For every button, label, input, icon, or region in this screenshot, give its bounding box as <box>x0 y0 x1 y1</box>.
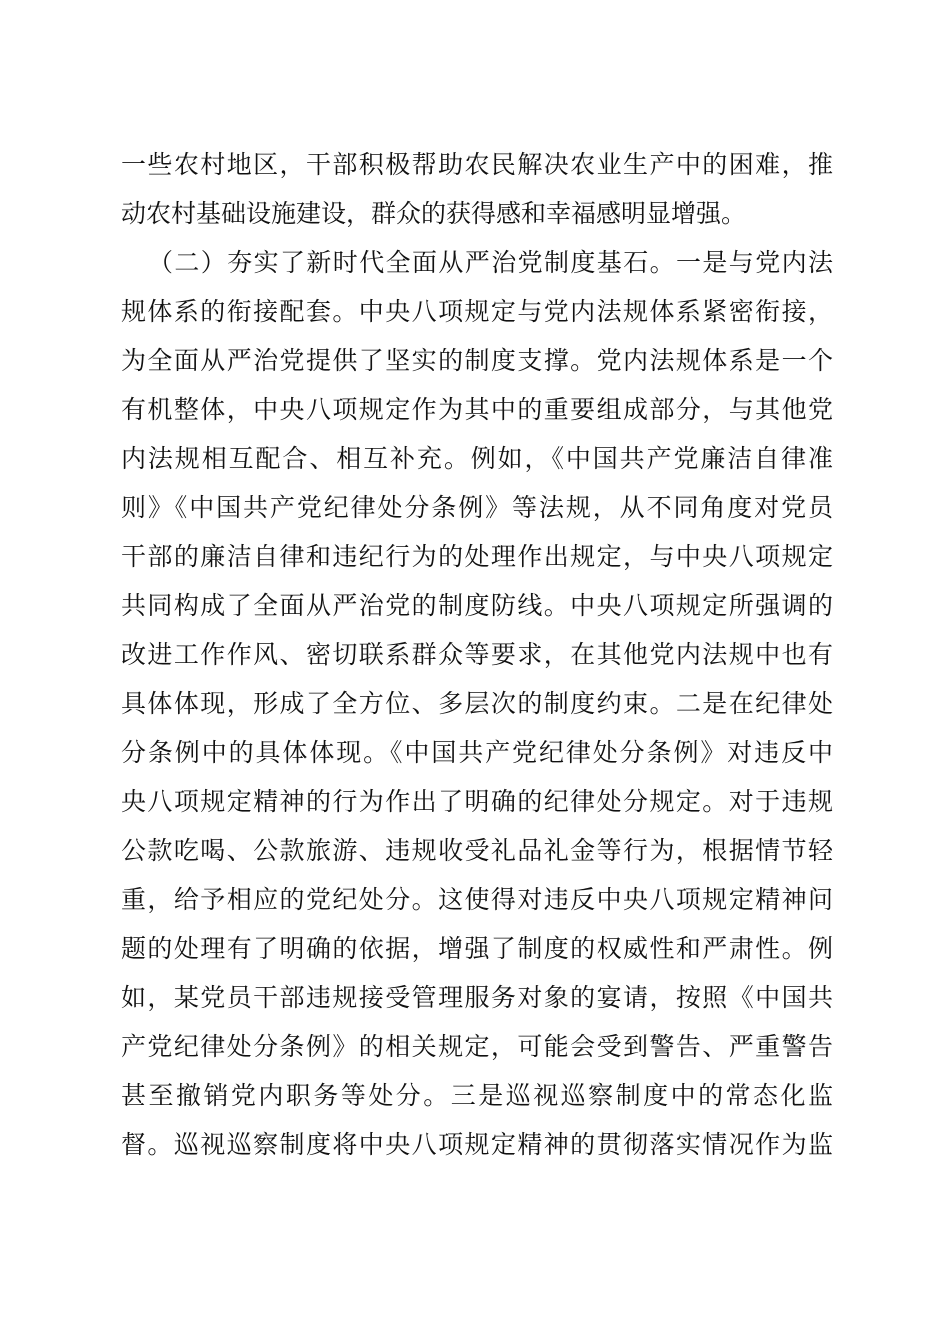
text-line-21: 督。巡视巡察制度将中央八项规定精神的贯彻落实情况作为监 <box>121 1130 833 1159</box>
text-line-4: 规体系的衔接配套。中央八项规定与党内法规体系紧密衔接， <box>121 297 833 326</box>
text-line-12: 具体体现，形成了全方位、多层次的制度约束。二是在纪律处 <box>121 689 833 718</box>
text-line-16: 重，给予相应的党纪处分。这使得对违反中央八项规定精神问 <box>121 885 833 914</box>
text-line-11: 改进工作作风、密切联系群众等要求，在其他党内法规中也有 <box>121 640 833 669</box>
text-line-9: 干部的廉洁自律和违纪行为的处理作出规定，与中央八项规定 <box>121 542 833 571</box>
text-line-17: 题的处理有了明确的依据，增强了制度的权威性和严肃性。例 <box>121 934 833 963</box>
text-line-8: 则》《中国共产党纪律处分条例》等法规，从不同角度对党员 <box>121 493 833 522</box>
text-line-6: 有机整体，中央八项规定作为其中的重要组成部分，与其他党 <box>121 395 833 424</box>
text-line-18: 如，某党员干部违规接受管理服务对象的宴请，按照《中国共 <box>121 983 833 1012</box>
text-line-15: 公款吃喝、公款旅游、违规收受礼品礼金等行为，根据情节轻 <box>121 836 833 865</box>
text-line-7: 内法规相互配合、相互补充。例如，《中国共产党廉洁自律准 <box>121 444 833 473</box>
text-line-14: 央八项规定精神的行为作出了明确的纪律处分规定。对于违规 <box>121 787 833 816</box>
text-line-19: 产党纪律处分条例》的相关规定，可能会受到警告、严重警告 <box>121 1032 833 1061</box>
text-line-1: 一些农村地区，干部积极帮助农民解决农业生产中的困难，推 <box>121 150 833 179</box>
text-line-10: 共同构成了全面从严治党的制度防线。中央八项规定所强调的 <box>121 591 833 620</box>
text-line-13: 分条例中的具体体现。《中国共产党纪律处分条例》对违反中 <box>121 738 833 767</box>
section-heading-line: （二）夯实了新时代全面从严治党制度基石。一是与党内法 <box>148 248 833 277</box>
text-line-5: 为全面从严治党提供了坚实的制度支撑。党内法规体系是一个 <box>121 346 833 375</box>
text-line-2: 动农村基础设施建设，群众的获得感和幸福感明显增强。 <box>121 199 747 228</box>
text-line-20: 甚至撤销党内职务等处分。三是巡视巡察制度中的常态化监 <box>121 1081 833 1110</box>
